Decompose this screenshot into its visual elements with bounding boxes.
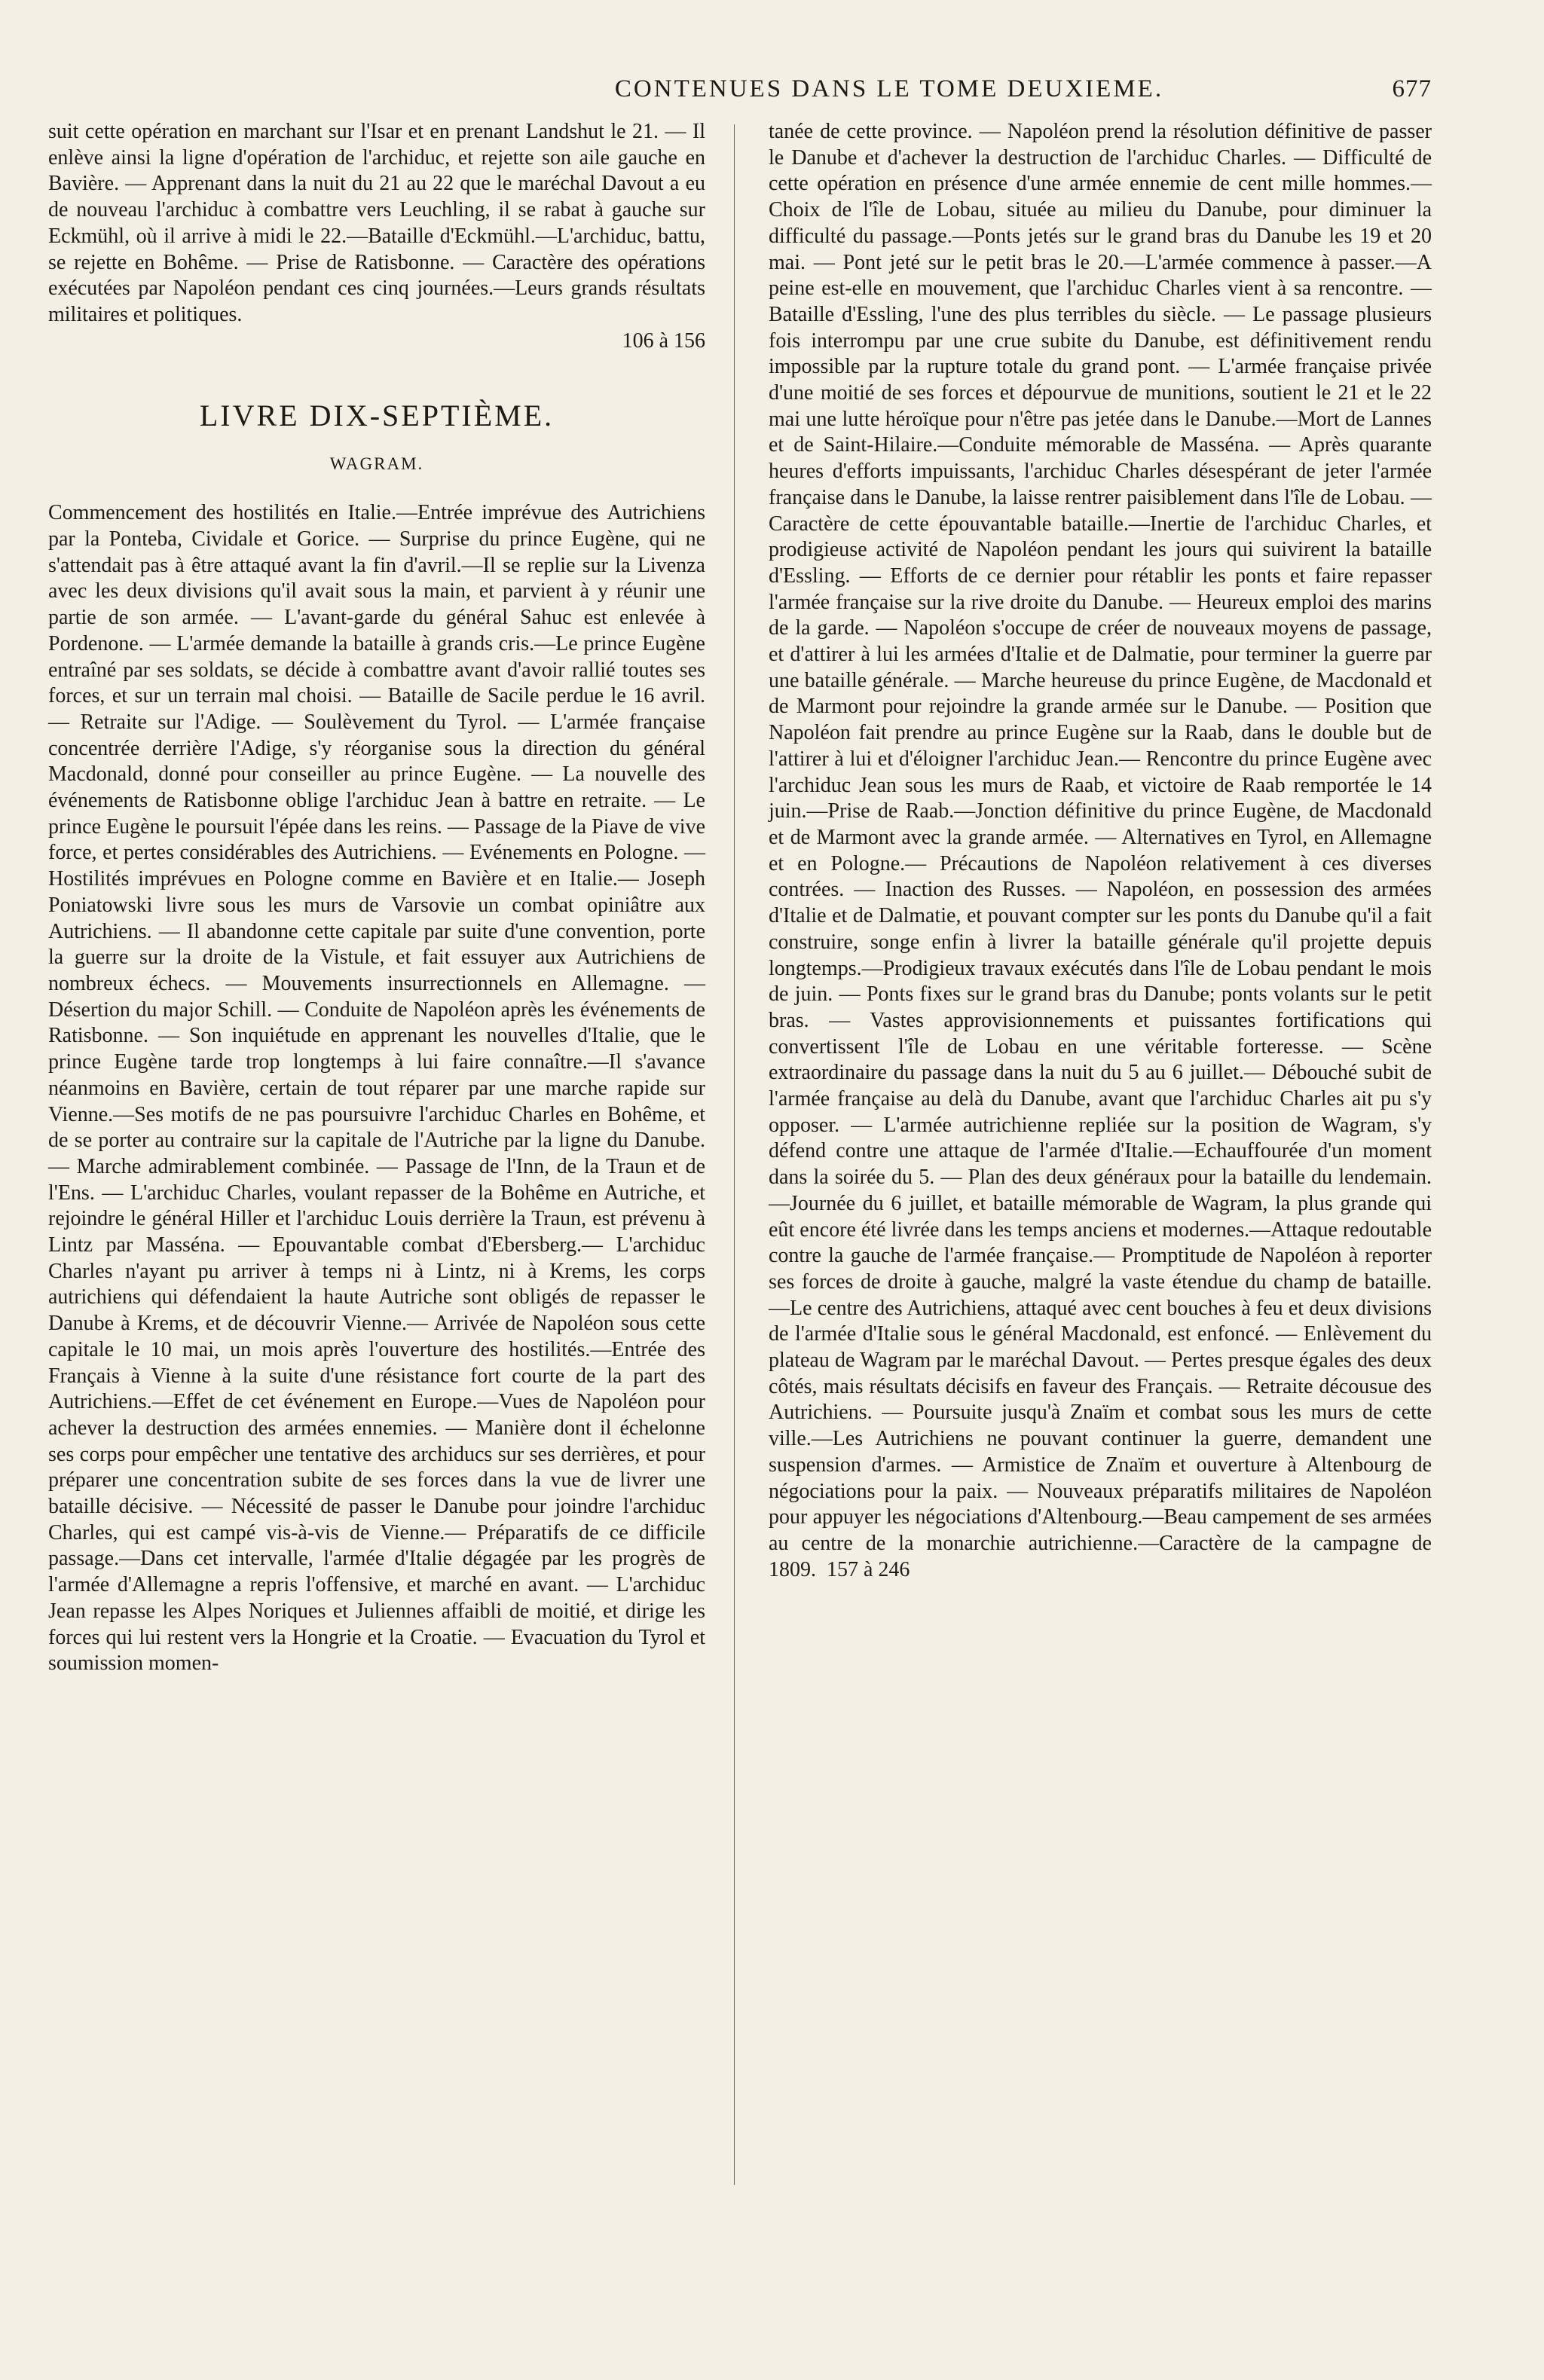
book17-page-range: 157 à 246 xyxy=(827,1557,910,1581)
book17-summary-left: Commencement des hostilités en Italie.—Entrée imprévue des Autrichiens par la Ponteba, Cividale et Gorice. — Surprise du prince Eugène, qui ne s'attendait pas à être attaqué avant la fin d'avril.—Il se replie sur la Livenza avec les deux divisions qu'il avait sous la main, et parvient à y réunir une partie de son armée. — L'avant-garde du général Sahuc est enlevée à Pordenone. — L'armée demande la bataille à grands cris.—Le prince Eugène entraîné par ses soldats, se décide à combattre avant d'avoir rallié toutes ses forces, et sur un terrain mal choisi. — Bataille de Sacile perdue le 16 avril. — Retraite sur l'Adige. — Soulèvement du Tyrol. — L'armée française concentrée derrière l'Adige, s'y réorganise sous la direction du général Macdonald, donné pour conseiller au prince Eugène. — La nouvelle des événements de Ratisbonne oblige l'archiduc Jean à battre en retraite. — Le prince Eugène le poursuit l'épée dans les reins. — Passage de la Piave de vive force, et pertes considérables des Autrichiens. — Evénements en Pologne. — Hostilités imprévues en Pologne comme en Bavière et en Italie.— Joseph Poniatowski livre sous les murs de Varsovie un combat opiniâtre aux Autrichiens. — Il abandonne cette capitale par suite d'une convention, porte la guerre sur la droite de la Vistule, et fait essuyer aux Autrichiens de nombreux échecs. — Mouvements insurrectionnels en Allemagne. — Désertion du major Schill. — Conduite de Napoléon après les événements de Ratisbonne. — Son inquiétude en apprenant les nouvelles d'Italie, que le prince Eugène tarde trop longtemps à lui faire connaître.—Il s'avance néanmoins en Bavière, certain de tout réparer par une marche rapide sur Vienne.—Ses motifs de ne pas poursuivre l'archiduc Charles en Bohême, et de se porter au contraire sur la capitale de l'Autriche par la ligne du Danube. — Marche admirablement combinée. — Passage de l'Inn, de la Traun et de l'Ens. — L'archiduc Charles, voulant repasser de la Bohême en Autriche, et rejoindre le général Hiller et l'archiduc Louis derrière la Traun, est prévenu à Lintz par Masséna. — Epouvantable combat d'Ebersberg.— L'archiduc Charles n'ayant pu arriver à temps ni à Lintz, ni à Krems, les corps autrichiens qui défendaient la haute Autriche sont obligés de repasser le Danube à Krems, et de découvrir Vienne.— Arrivée de Napoléon sous cette capitale le 10 mai, un mois après l'ouverture des hostilités.—Entrée des Français à Vienne à la suite d'une résistance fort courte de la part des Autrichiens.—Effet de cet événement en Europe.—Vues de Napoléon pour achever la destruction des armées ennemies. — Manière dont il échelonne ses corps pour empêcher une tentative des archiducs sur ses derrières, et pour préparer une concentration subite de ses forces dans la vue de livrer une bataille décisive. — Nécessité de passer le Danube pour joindre l'archiduc Charles, qui est campé vis-à-vis de Vienne.— Préparatifs de ce difficile passage.—Dans cet intervalle, l'armée d'Italie dégagée par les progrès de l'armée d'Allemagne a repris l'offensive, et marché en avant. — L'archiduc Jean repasse les Alpes Noriques et Juliennes affaibli de moitié, et dirige les forces qui lui restent vers la Hongrie et la Croatie. — Evacuation du Tyrol et soumission momen- xyxy=(48,501,705,1676)
book16-page-range: 106 à 156 xyxy=(622,328,705,353)
book17-summary-right-text: tanée de cette province. — Napoléon prend la résolution définitive de passer le Danube et d'achever la destruction de l'archiduc Charles. — Difficulté de cette opération en présence d'une armée ennemie de cent mille hommes.—Choix de l'île de Lobau, située au milieu du Danube, pour diminuer la difficulté du passage.—Ponts jetés sur le grand bras du Danube les 19 et 20 mai. — Pont jeté sur le petit bras le 20.—L'armée commence à passer.—A peine est-elle en mouvement, que l'archiduc Charles vient à sa rencontre. — Bataille d'Essling, l'une des plus terribles du siècle. — Le passage plusieurs fois interrompu par une crue subite du Danube, est définitivement rendu impossible par la rupture totale du grand pont. — L'armée française privée d'une moitié de ses forces et dépourvue de munitions, soutient le 21 et le 22 mai une lutte héroïque pour n'être pas jetée dans le Danube.—Mort de Lannes et de Saint-Hilaire.—Conduite mémorable de Masséna. — Après quarante heures d'efforts impuissants, l'archiduc Charles désespérant de jeter l'armée française dans le Danube, la laisse rentrer paisiblement dans l'île de Lobau. — Caractère de cette épouvantable bataille.—Inertie de l'archiduc Charles, et prodigieuse activité de Napoléon pendant les jours qui suivirent la bataille d'Essling. — Efforts de ce dernier pour rétablir les ponts et faire repasser l'armée française sur la rive droite du Danube. — Heureux emploi des marins de la garde. — Napoléon s'occupe de créer de nouveaux moyens de passage, et d'attirer à lui les armées d'Italie et de Dalmatie, pour terminer la guerre par une bataille générale. — Marche heureuse du prince Eugène, de Macdonald et de Marmont pour rejoindre la grande armée sur le Danube. — Position que Napoléon fait prendre au prince Eugène sur la Raab, dans le double but de l'attirer à lui et d'éloigner l'archiduc Jean.— Rencontre du prince Eugène avec l'archiduc Jean sous les murs de Raab, et victoire de Raab remportée le 14 juin.—Prise de Raab.—Jonction définitive du prince Eugène, de Macdonald et de Marmont avec la grande armée. — Alternatives en Tyrol, en Allemagne et en Pologne.— Précautions de Napoléon relativement à ces diverses contrées. — Inaction des Russes. — Napoléon, en possession des armées d'Italie et de Dalmatie, et pouvant compter sur les ponts du Danube qu'il a fait construire, songe enfin à livrer la bataille générale qu'il projette depuis longtemps.—Prodigieux travaux exécutés dans l'île de Lobau pendant le mois de juin. — Ponts fixes sur le grand bras du Danube; ponts volants sur le petit bras. — Vastes approvisionnements et puissantes fortifications qui convertissent l'île de Lobau en une véritable forteresse. — Scène extraordinaire du passage dans la nuit du 5 au 6 juillet.— Débouché subit de l'armée française au delà du Danube, avant que l'archiduc Charles ait pu s'y opposer. — L'armée autrichienne repliée sur la position de Wagram, s'y défend contre une attaque de l'armée d'Italie.—Echauffourée d'un moment dans la soirée du 5. — Plan des deux généraux pour la bataille du lendemain.—Journée du 6 juillet, et bataille mémorable de Wagram, la plus grande qui eût encore été livrée dans les temps anciens et modernes.—Attaque redoutable contre la gauche de l'armée française.— Promptitude de Napoléon à reporter ses forces de droite à gauche, malgré la vaste étendue du champ de bataille. —Le centre des Autrichiens, attaqué avec cent bouches à feu et deux divisions de l'armée d'Italie sous le général Macdonald, est enfoncé. — Enlèvement du plateau de Wagram par le maréchal Davout. — Pertes presque égales des deux côtés, mais résultats décisifs en faveur des Français. — Retraite décousue des Autrichiens. — Poursuite jusqu'à Znaïm et combat sous les murs de cette ville.—Les Autrichiens ne pouvant continuer la guerre, demandent une suspension d'armes. — Armistice de Znaïm et ouverture à Altenbourg de négociations pour la paix. — Nouveaux préparatifs militaires de Napoléon pour appuyer les négociations d'Altenbourg.—Beau campement de ses armées au centre de la monarchie autrichienne.—Caractère de la campagne de 1809. xyxy=(769,120,1432,1581)
page-number: 677 xyxy=(1392,75,1432,102)
running-title: CONTENUES DANS LE TOME DEUXIEME. xyxy=(614,75,1164,102)
left-column xyxy=(48,119,705,1677)
book17-summary-right xyxy=(769,119,1432,1583)
book17-title: LIVRE DIX-SEPTIÈME. xyxy=(199,399,555,433)
book17-subtitle: WAGRAM. xyxy=(329,454,424,474)
right-column xyxy=(769,119,1432,1583)
book16-summary-tail: suit cette opération en marchant sur l'Isar et en prenant Landshut le 21. — Il enlève ainsi la ligne d'opération de l'archiduc, et rejette son aile gauche en Bavière. — Apprenant dans la nuit du 21 au 22 que le maréchal Davout a eu de nouveau l'archiduc à combattre vers Leuchling, il se rabat à gauche sur Eckmühl, où il arrive à midi le 22.—Bataille d'Eckmühl.—L'archiduc, battu, se rejette en Bohême. — Prise de Ratisbonne. — Caractère des opérations exécutées par Napoléon pendant ces cinq journées.—Leurs grands résultats militaires et politiques. xyxy=(48,120,705,326)
column-divider xyxy=(734,124,735,2185)
